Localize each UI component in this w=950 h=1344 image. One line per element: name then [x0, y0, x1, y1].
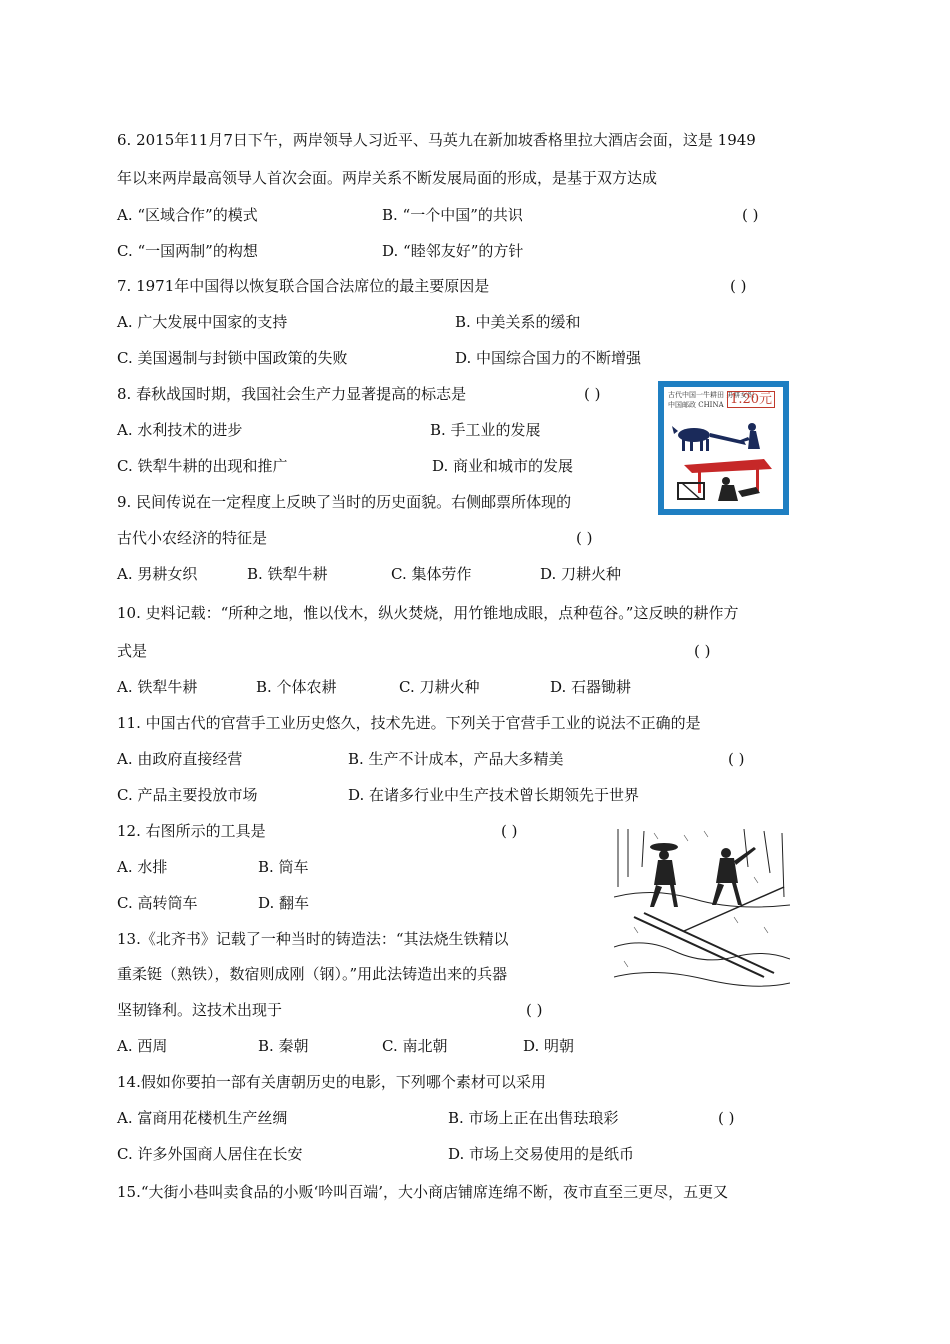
- q14-option-c: C. 许多外国商人居住在长安: [117, 1145, 303, 1163]
- q10-option-d: D. 石器锄耕: [550, 678, 632, 696]
- q6-option-a: A. “区域合作”的模式: [117, 206, 258, 224]
- q13-option-a: A. 西周: [117, 1037, 168, 1055]
- stamp-post-label: 中国邮政 CHINA: [668, 401, 724, 409]
- q14-answer-paren: ( ): [718, 1109, 735, 1127]
- waterwheel-illustration: [614, 827, 790, 993]
- q9-answer-paren: ( ): [576, 529, 593, 547]
- q11-option-c: C. 产品主要投放市场: [117, 786, 258, 804]
- q12-answer-paren: ( ): [501, 822, 518, 840]
- q9-option-c: C. 集体劳作: [391, 565, 472, 583]
- q9-option-d: D. 刀耕火种: [540, 565, 622, 583]
- q14-option-d: D. 市场上交易使用的是纸币: [448, 1145, 635, 1163]
- q14-stem: 14.假如你要拍一部有关唐朝历史的电影，下列哪个素材可以采用: [117, 1073, 546, 1091]
- q8-option-a: A. 水利技术的进步: [117, 421, 243, 439]
- q6-option-c: C. “一国两制”的构想: [117, 242, 258, 260]
- q6-answer-paren: ( ): [742, 206, 759, 224]
- q7-answer-paren: ( ): [730, 277, 747, 295]
- q12-option-a: A. 水排: [117, 858, 168, 876]
- stamp-value: 1.20元: [727, 391, 775, 408]
- q13-option-b: B. 秦朝: [258, 1037, 309, 1055]
- q12-stem: 12. 右图所示的工具是: [117, 822, 266, 840]
- stamp-illustration: [664, 387, 783, 509]
- q8-option-c: C. 铁犁牛耕的出现和推广: [117, 457, 288, 475]
- q10-stem-line2: 式是: [117, 642, 148, 660]
- farming-stamp-image: [658, 381, 789, 515]
- q12-option-c: C. 高转筒车: [117, 894, 198, 912]
- q9-stem-line1: 9. 民间传说在一定程度上反映了当时的历史面貌。右侧邮票所体现的: [117, 493, 572, 511]
- stamp-caption: 古代中国一牛耕田 男耕女织: [668, 391, 755, 399]
- q11-answer-paren: ( ): [728, 750, 745, 768]
- q8-option-b: B. 手工业的发展: [430, 421, 541, 439]
- q6-stem-line1: 6. 2015年11月7日下午，两岸领导人习近平、马英九在新加坡香格里拉大酒店会面，这是 1949: [117, 131, 756, 149]
- q6-option-d: D. “睦邻友好”的方针: [382, 242, 524, 260]
- q9-option-b: B. 铁犁牛耕: [247, 565, 328, 583]
- q13-option-d: D. 明朝: [523, 1037, 575, 1055]
- q8-answer-paren: ( ): [584, 385, 601, 403]
- q7-stem: 7. 1971年中国得以恢复联合国合法席位的最主要原因是: [117, 277, 490, 295]
- q6-stem-line2: 年以来两岸最高领导人首次会面。两岸关系不断发展局面的形成，是基于双方达成: [117, 169, 658, 187]
- q10-answer-paren: ( ): [694, 642, 711, 660]
- q7-option-d: D. 中国综合国力的不断增强: [455, 349, 642, 367]
- q14-option-a: A. 富商用花楼机生产丝绸: [117, 1109, 288, 1127]
- q15-stem-line1: 15.“大街小巷叫卖食品的小贩‘吟叫百端’，大小商店铺席连绵不断，夜市直至三更尽，五更又: [117, 1183, 729, 1201]
- q14-option-b: B. 市场上正在出售珐琅彩: [448, 1109, 619, 1127]
- q11-stem: 11. 中国古代的官营手工业历史悠久，技术先进。下列关于官营手工业的说法不正确的是: [117, 714, 701, 732]
- q7-option-a: A. 广大发展中国家的支持: [117, 313, 288, 331]
- q9-stem-line2: 古代小农经济的特征是: [117, 529, 268, 547]
- q7-option-c: C. 美国遏制与封锁中国政策的失败: [117, 349, 348, 367]
- q10-option-a: A. 铁犁牛耕: [117, 678, 198, 696]
- q13-stem-line3: 坚韧锋利。这技术出现于: [117, 1001, 283, 1019]
- q13-option-c: C. 南北朝: [382, 1037, 448, 1055]
- q11-option-a: A. 由政府直接经营: [117, 750, 243, 768]
- q8-option-d: D. 商业和城市的发展: [432, 457, 574, 475]
- q7-option-b: B. 中美关系的缓和: [455, 313, 581, 331]
- q11-option-b: B. 生产不计成本，产品大多精美: [348, 750, 564, 768]
- q8-stem: 8. 春秋战国时期，我国社会生产力显著提高的标志是: [117, 385, 467, 403]
- q10-stem-line1: 10. 史料记载：“所种之地，惟以伐木，纵火焚烧，用竹锥地成眼，点种苞谷。”这反映的耕作方: [117, 604, 739, 622]
- q13-stem-line1: 13.《北齐书》记载了一种当时的铸造法：“其法烧生铁精以: [117, 930, 509, 948]
- q10-option-b: B. 个体农耕: [256, 678, 337, 696]
- q13-answer-paren: ( ): [526, 1001, 543, 1019]
- q10-option-c: C. 刀耕火种: [399, 678, 480, 696]
- q12-option-d: D. 翻车: [258, 894, 310, 912]
- q9-option-a: A. 男耕女织: [117, 565, 198, 583]
- q11-option-d: D. 在诸多行业中生产技术曾长期领先于世界: [348, 786, 640, 804]
- q12-option-b: B. 筒车: [258, 858, 309, 876]
- q6-option-b: B. “一个中国”的共识: [382, 206, 523, 224]
- q13-stem-line2: 重柔铤（熟铁），数宿则成刚（钢）。”用此法铸造出来的兵器: [117, 965, 508, 983]
